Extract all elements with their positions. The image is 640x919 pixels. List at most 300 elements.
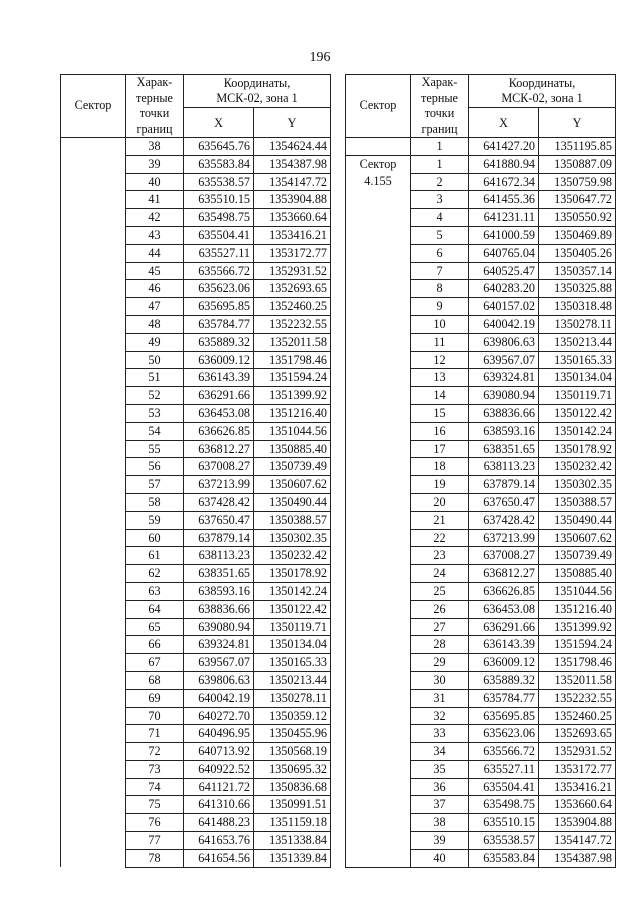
point-cell: 38 [411,814,469,832]
x-cell: 641672.34 [469,173,539,191]
x-cell: 640713.92 [184,743,254,761]
point-cell: 68 [126,671,184,689]
sector-cell [61,636,126,654]
point-cell: 78 [126,849,184,867]
table-row [61,387,331,405]
table-row [61,458,331,476]
y-cell: 1351798.46 [539,654,616,672]
y-cell: 1350142.24 [539,422,616,440]
point-cell: 3 [411,191,469,209]
x-cell: 636143.39 [469,636,539,654]
sector-number: 4.155 [364,173,392,188]
point-cell: 20 [411,493,469,511]
point-cell: 24 [411,565,469,583]
table-row [61,422,331,440]
point-cell: 36 [411,778,469,796]
x-cell: 639324.81 [469,369,539,387]
x-cell: 639806.63 [469,333,539,351]
y-cell: 1353904.88 [254,191,331,209]
x-cell: 639080.94 [469,387,539,405]
sector-cell [61,725,126,743]
x-cell: 641000.59 [469,226,539,244]
sector-cell [61,493,126,511]
table-row [61,707,331,725]
sector-cell [61,369,126,387]
sector-cell [61,173,126,191]
x-cell: 640922.52 [184,760,254,778]
y-cell: 1350359.12 [254,707,331,725]
point-cell: 61 [126,547,184,565]
x-cell: 636291.66 [184,387,254,405]
x-cell: 636626.85 [184,422,254,440]
point-cell: 23 [411,547,469,565]
y-cell: 1352460.25 [254,298,331,316]
sector-cell [61,333,126,351]
sector-cell [61,565,126,583]
y-cell: 1351159.18 [254,814,331,832]
y-cell: 1350122.42 [539,404,616,422]
sector-cell [61,244,126,262]
point-cell: 12 [411,351,469,369]
y-cell: 1350455.96 [254,725,331,743]
x-cell: 635498.75 [469,796,539,814]
table-row [61,689,331,707]
point-cell: 31 [411,689,469,707]
y-cell: 1353416.21 [539,778,616,796]
x-cell: 635498.75 [184,209,254,227]
point-cell: 25 [411,582,469,600]
header-sector: Сектор [61,75,126,138]
sector-cell [61,422,126,440]
x-cell: 641231.11 [469,209,539,227]
point-cell: 4 [411,209,469,227]
point-cell: 39 [411,832,469,850]
y-cell: 1351798.46 [254,351,331,369]
x-cell: 637008.27 [184,458,254,476]
point-cell: 60 [126,529,184,547]
sector-cell [61,796,126,814]
table-row [61,404,331,422]
x-cell: 636143.39 [184,369,254,387]
table-row [61,333,331,351]
y-cell: 1351195.85 [539,138,616,156]
y-cell: 1350165.33 [254,654,331,672]
x-cell: 639567.07 [469,351,539,369]
point-cell: 71 [126,725,184,743]
x-cell: 635538.57 [469,832,539,850]
point-cell: 16 [411,422,469,440]
y-cell: 1353904.88 [539,814,616,832]
table-row [61,636,331,654]
point-cell: 64 [126,600,184,618]
y-cell: 1354147.72 [254,173,331,191]
sector-cell [61,654,126,672]
y-cell: 1352693.65 [254,280,331,298]
point-cell: 8 [411,280,469,298]
point-cell: 41 [126,191,184,209]
x-cell: 638593.16 [469,422,539,440]
point-cell: 13 [411,369,469,387]
sector-cell [61,547,126,565]
y-cell: 1351044.56 [539,582,616,600]
x-cell: 638836.66 [469,404,539,422]
sector-cell [61,760,126,778]
sector-cell [61,458,126,476]
x-cell: 641488.23 [184,814,254,832]
sector-cell [61,298,126,316]
point-cell: 1 [411,138,469,156]
y-cell: 1350119.71 [254,618,331,636]
point-cell: 47 [126,298,184,316]
x-cell: 641310.66 [184,796,254,814]
point-cell: 33 [411,725,469,743]
table-row [61,173,331,191]
table-row [61,600,331,618]
x-cell: 635583.84 [469,849,539,867]
x-cell: 638113.23 [184,547,254,565]
table-row [61,191,331,209]
point-cell: 46 [126,280,184,298]
y-cell: 1350388.57 [539,493,616,511]
point-cell: 26 [411,600,469,618]
x-cell: 638836.66 [184,600,254,618]
x-cell: 639806.63 [184,671,254,689]
table-row [61,796,331,814]
y-cell: 1350278.11 [539,315,616,333]
sector-cell [61,404,126,422]
table-row [61,262,331,280]
y-cell: 1350213.44 [539,333,616,351]
coordinates-table-right [345,74,616,868]
y-cell: 1350607.62 [539,529,616,547]
y-cell: 1351594.24 [539,636,616,654]
page-number: 196 [309,50,331,65]
y-cell: 1350568.19 [254,743,331,761]
x-cell: 638351.65 [184,565,254,583]
sector-cell [61,743,126,761]
y-cell: 1350991.51 [254,796,331,814]
point-cell: 19 [411,476,469,494]
point-cell: 57 [126,476,184,494]
y-cell: 1350739.49 [539,547,616,565]
point-cell: 65 [126,618,184,636]
point-cell: 75 [126,796,184,814]
x-cell: 639080.94 [184,618,254,636]
x-cell: 636009.12 [184,351,254,369]
x-cell: 637879.14 [469,476,539,494]
point-cell: 27 [411,618,469,636]
table-row [61,315,331,333]
y-cell: 1350550.92 [539,209,616,227]
point-cell: 67 [126,654,184,672]
point-cell: 43 [126,226,184,244]
x-cell: 641121.72 [184,778,254,796]
table-row [61,138,331,156]
sector-cell [61,476,126,494]
point-cell: 74 [126,778,184,796]
x-cell: 639324.81 [184,636,254,654]
x-cell: 637650.47 [469,493,539,511]
table-row [61,244,331,262]
table-row [61,725,331,743]
x-cell: 636812.27 [184,440,254,458]
point-cell: 69 [126,689,184,707]
point-cell: 35 [411,760,469,778]
sector-cell [61,280,126,298]
x-cell: 641455.36 [469,191,539,209]
x-cell: 640525.47 [469,262,539,280]
sector-label-cell [346,155,411,867]
table-row [61,440,331,458]
x-cell: 635623.06 [184,280,254,298]
point-cell: 30 [411,671,469,689]
x-cell: 637879.14 [184,529,254,547]
sector-cell [61,155,126,173]
table-row [61,618,331,636]
table-row [61,849,331,867]
sector-cell [61,832,126,850]
y-cell: 1350695.32 [254,760,331,778]
y-cell: 1351399.92 [539,618,616,636]
point-cell: 22 [411,529,469,547]
table-row [61,832,331,850]
y-cell: 1352693.65 [539,725,616,743]
point-cell: 32 [411,707,469,725]
x-cell: 641653.76 [184,832,254,850]
x-cell: 635566.72 [184,262,254,280]
point-cell: 40 [126,173,184,191]
y-cell: 1350318.48 [539,298,616,316]
y-cell: 1354624.44 [254,138,331,156]
y-cell: 1350887.09 [539,155,616,173]
point-cell: 42 [126,209,184,227]
y-cell: 1350490.44 [539,511,616,529]
point-cell: 70 [126,707,184,725]
y-cell: 1350302.35 [539,476,616,494]
table-row [61,155,331,173]
table-row [61,298,331,316]
y-cell: 1354147.72 [539,832,616,850]
y-cell: 1350325.88 [539,280,616,298]
x-cell: 641654.56 [184,849,254,867]
x-cell: 640272.70 [184,707,254,725]
y-cell: 1350836.68 [254,778,331,796]
x-cell: 635504.41 [184,226,254,244]
header-y: Y [254,108,331,138]
table-row [61,493,331,511]
table-row [61,476,331,494]
table-row [61,743,331,761]
y-cell: 1350119.71 [539,387,616,405]
sector-cell [61,138,126,156]
x-cell: 635889.32 [184,333,254,351]
point-cell: 9 [411,298,469,316]
point-cell: 7 [411,262,469,280]
sector-cell [61,191,126,209]
y-cell: 1350607.62 [254,476,331,494]
y-cell: 1352931.52 [539,743,616,761]
y-cell: 1353660.64 [254,209,331,227]
y-cell: 1351399.92 [254,387,331,405]
y-cell: 1352011.58 [539,671,616,689]
x-cell: 637213.99 [184,476,254,494]
x-cell: 638593.16 [184,582,254,600]
sector-cell [61,707,126,725]
x-cell: 635538.57 [184,173,254,191]
table-row [346,155,616,173]
y-cell: 1350388.57 [254,511,331,529]
header-coordinates: Координаты, МСК-02, зона 1 [469,75,616,108]
x-cell: 635784.77 [184,315,254,333]
x-cell: 640496.95 [184,725,254,743]
y-cell: 1352931.52 [254,262,331,280]
sector-label: Сектор [359,156,397,171]
y-cell: 1350232.42 [254,547,331,565]
point-cell: 37 [411,796,469,814]
header-sector: Сектор [346,75,411,138]
point-cell: 28 [411,636,469,654]
x-cell: 635566.72 [469,743,539,761]
sector-cell [61,600,126,618]
sector-cell [61,226,126,244]
y-cell: 1351216.40 [539,600,616,618]
coordinates-table-left [60,74,331,868]
y-cell: 1351339.84 [254,849,331,867]
x-cell: 638351.65 [469,440,539,458]
right-table-body [346,138,616,868]
x-cell: 635583.84 [184,155,254,173]
y-cell: 1350178.92 [539,440,616,458]
y-cell: 1350178.92 [254,565,331,583]
point-cell: 49 [126,333,184,351]
table-row [61,280,331,298]
table-row [61,654,331,672]
sector-cell [61,671,126,689]
y-cell: 1350739.49 [254,458,331,476]
y-cell: 1350142.24 [254,582,331,600]
x-cell: 635527.11 [184,244,254,262]
point-cell: 72 [126,743,184,761]
table-row [61,778,331,796]
x-cell: 637650.47 [184,511,254,529]
table-row [61,760,331,778]
y-cell: 1353172.77 [539,760,616,778]
x-cell: 639567.07 [184,654,254,672]
point-cell: 50 [126,351,184,369]
y-cell: 1350134.04 [254,636,331,654]
y-cell: 1351044.56 [254,422,331,440]
sector-cell [61,440,126,458]
point-cell: 15 [411,404,469,422]
y-cell: 1350165.33 [539,351,616,369]
point-cell: 66 [126,636,184,654]
sector-cell [61,618,126,636]
point-cell: 38 [126,138,184,156]
table-row [61,226,331,244]
y-cell: 1354387.98 [254,155,331,173]
point-cell: 54 [126,422,184,440]
x-cell: 640283.20 [469,280,539,298]
x-cell: 638113.23 [469,458,539,476]
y-cell: 1351338.84 [254,832,331,850]
point-cell: 1 [411,155,469,173]
point-cell: 44 [126,244,184,262]
x-cell: 641880.94 [469,155,539,173]
x-cell: 636009.12 [469,654,539,672]
table-row [61,529,331,547]
sector-cell [61,689,126,707]
x-cell: 635527.11 [469,760,539,778]
point-cell: 59 [126,511,184,529]
y-cell: 1352460.25 [539,707,616,725]
x-cell: 640042.19 [184,689,254,707]
x-cell: 635504.41 [469,778,539,796]
y-cell: 1350490.44 [254,493,331,511]
header-points: Харак- терные точки границ [126,75,184,138]
y-cell: 1350469.89 [539,226,616,244]
x-cell: 637008.27 [469,547,539,565]
y-cell: 1352232.55 [539,689,616,707]
x-cell: 637428.42 [184,493,254,511]
x-cell: 635784.77 [469,689,539,707]
sector-cell [61,209,126,227]
point-cell: 76 [126,814,184,832]
y-cell: 1350357.14 [539,262,616,280]
y-cell: 1353660.64 [539,796,616,814]
point-cell: 62 [126,565,184,583]
x-cell: 637428.42 [469,511,539,529]
table-row [61,671,331,689]
y-cell: 1351594.24 [254,369,331,387]
y-cell: 1350232.42 [539,458,616,476]
header-x: X [469,108,539,138]
point-cell: 21 [411,511,469,529]
y-cell: 1350278.11 [254,689,331,707]
y-cell: 1350134.04 [539,369,616,387]
y-cell: 1350647.72 [539,191,616,209]
point-cell: 34 [411,743,469,761]
point-cell: 55 [126,440,184,458]
point-cell: 58 [126,493,184,511]
point-cell: 73 [126,760,184,778]
header-x: X [184,108,254,138]
x-cell: 635889.32 [469,671,539,689]
y-cell: 1352011.58 [254,333,331,351]
point-cell: 63 [126,582,184,600]
x-cell: 636812.27 [469,565,539,583]
y-cell: 1350122.42 [254,600,331,618]
x-cell: 635695.85 [184,298,254,316]
point-cell: 40 [411,849,469,867]
y-cell: 1353416.21 [254,226,331,244]
point-cell: 52 [126,387,184,405]
y-cell: 1352232.55 [254,315,331,333]
point-cell: 11 [411,333,469,351]
point-cell: 17 [411,440,469,458]
sector-cell [61,582,126,600]
header-y: Y [539,108,616,138]
table-row [61,547,331,565]
sector-cell [61,814,126,832]
table-row [61,369,331,387]
x-cell: 637213.99 [469,529,539,547]
point-cell: 77 [126,832,184,850]
table-row [61,582,331,600]
header-points: Харак- терные точки границ [411,75,469,138]
point-cell: 5 [411,226,469,244]
y-cell: 1353172.77 [254,244,331,262]
table-row [346,138,616,156]
